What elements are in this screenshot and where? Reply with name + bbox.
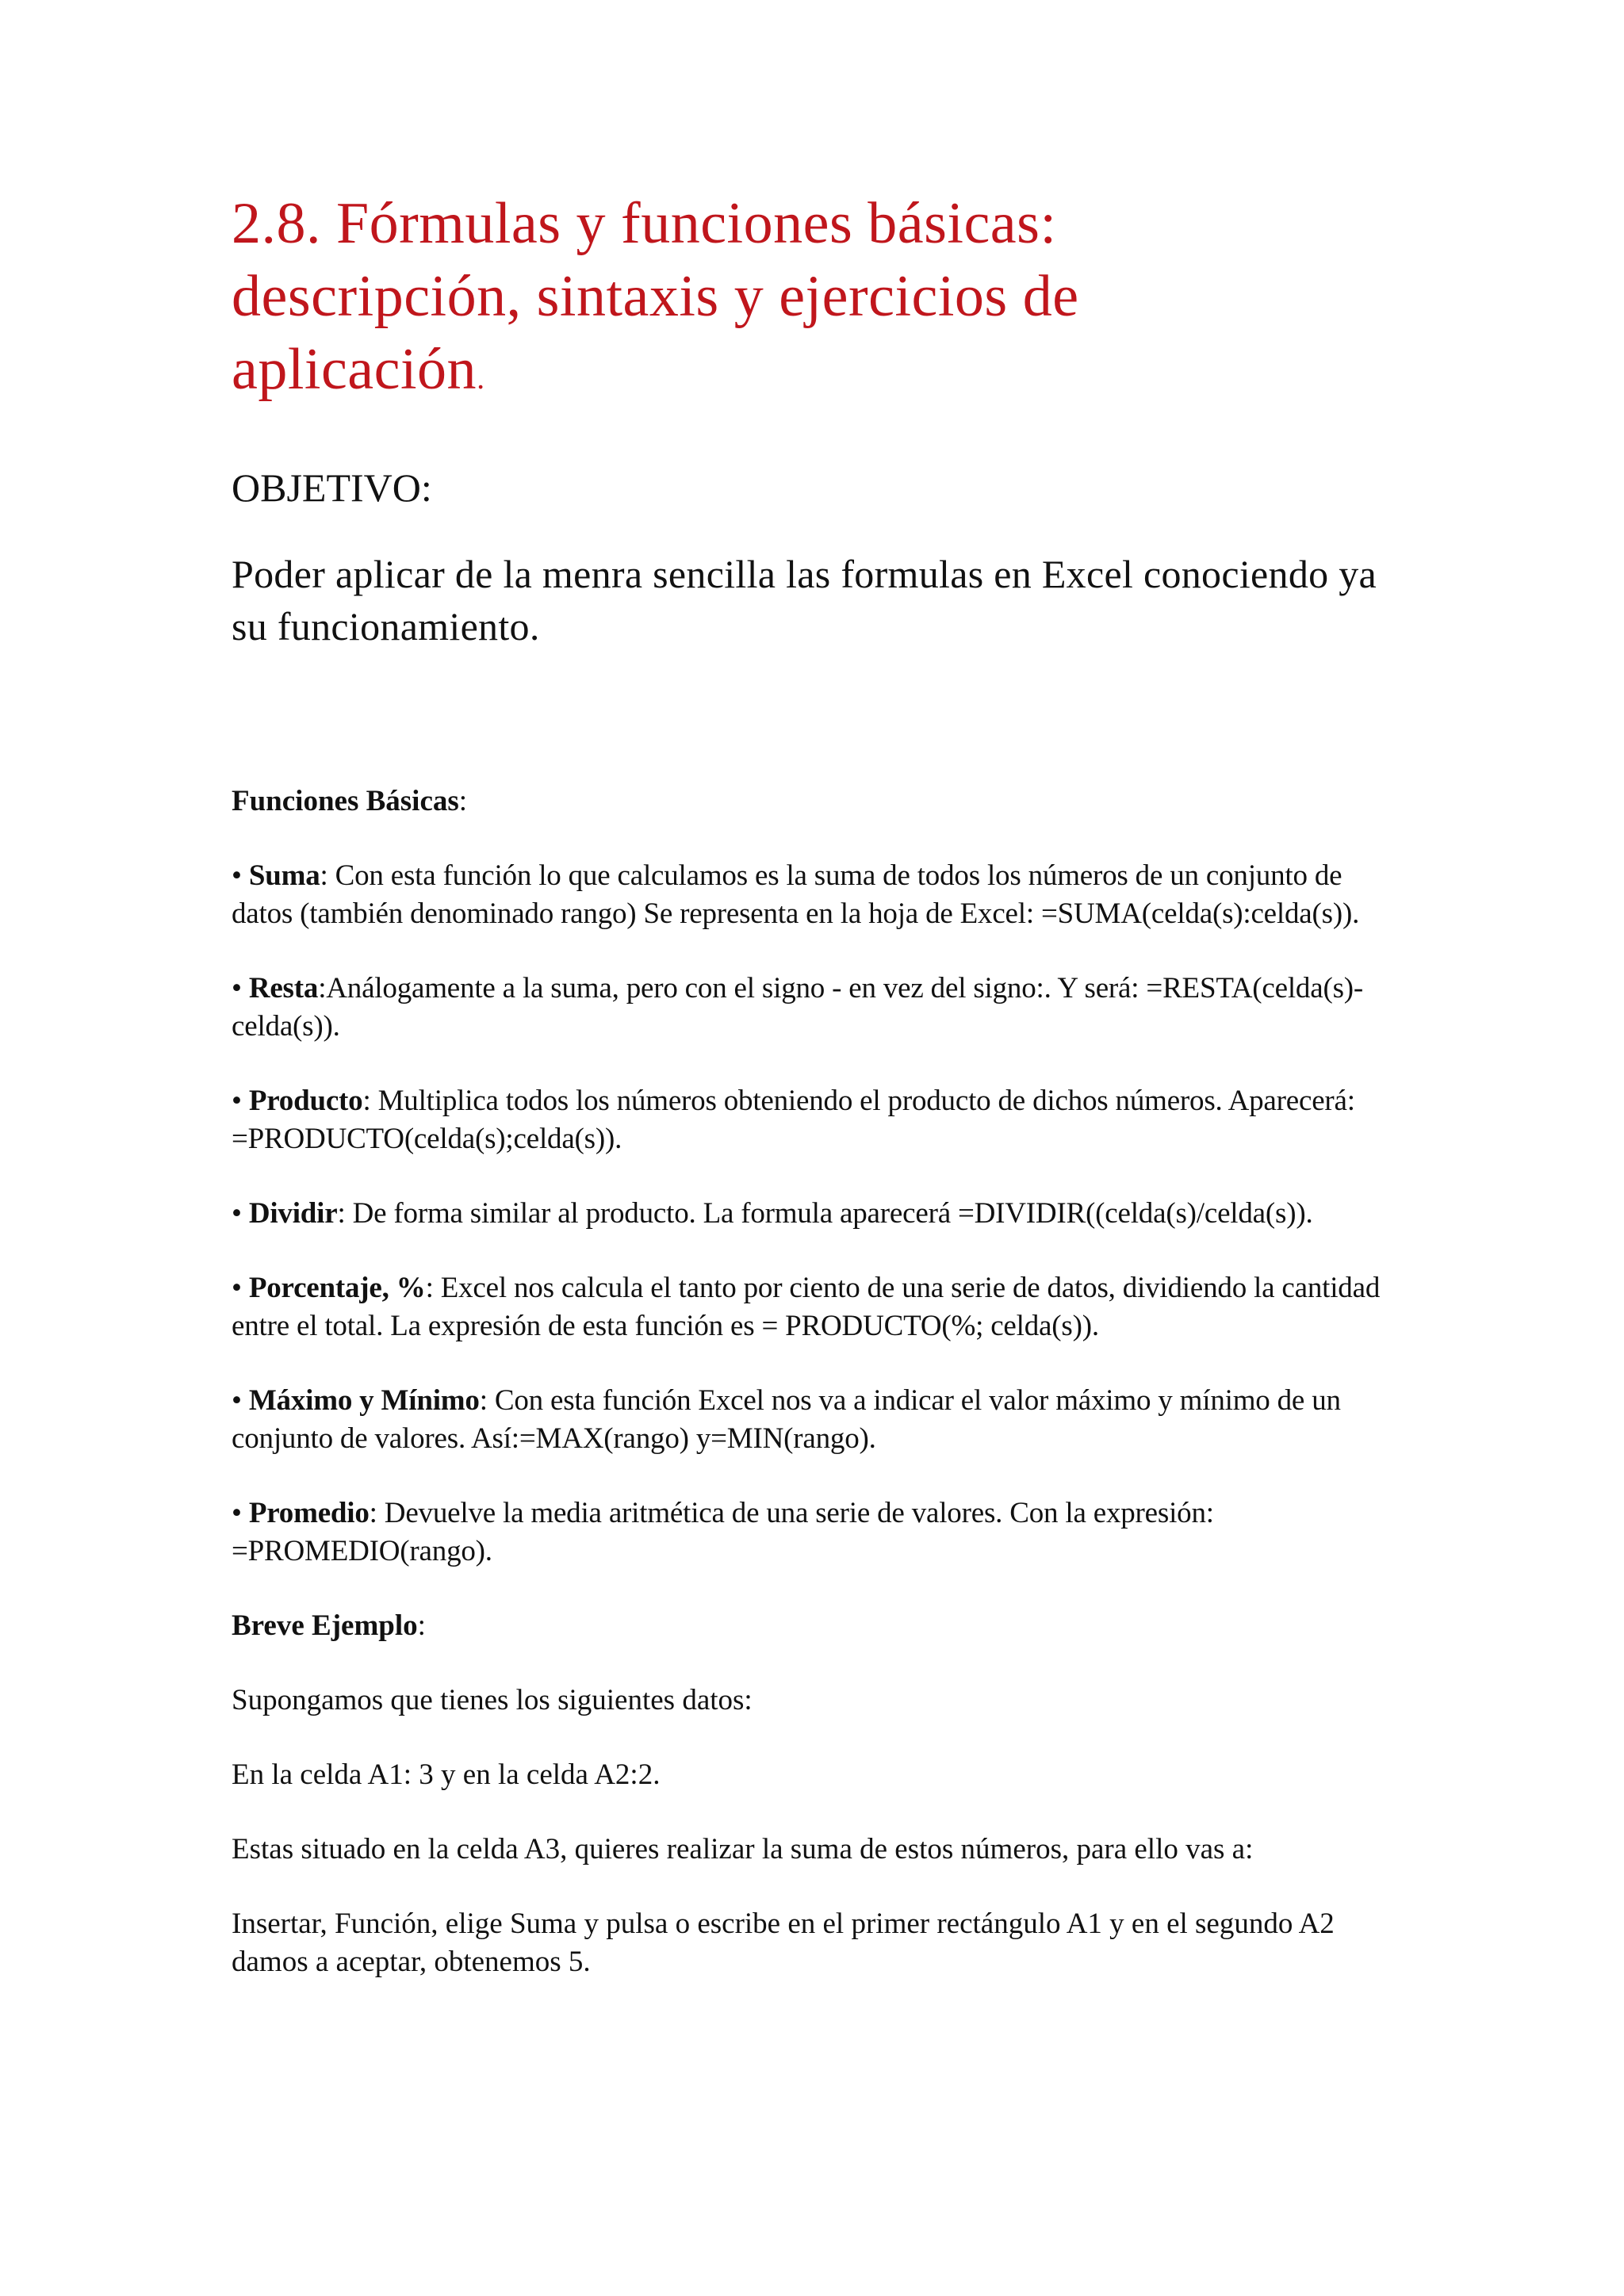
function-name: Máximo y Mínimo [248,1384,480,1417]
function-name: Resta [248,972,319,1004]
function-item-maximo-minimo [232,1382,1405,1458]
page-content [232,187,1405,1981]
function-name: Suma [248,859,320,892]
bullet: • [232,1197,249,1230]
functions-heading [232,783,1405,821]
function-item-porcentaje [232,1269,1405,1345]
title-trailing-dot: . [477,360,485,396]
function-name: Porcentaje, % [248,1272,426,1304]
bullet: • [232,972,249,1004]
function-description: : De forma similar al producto. La formula aparecerá =DIVIDIR((celda(s)/celda(s)). [337,1197,1313,1230]
example-heading-suffix: : [417,1609,426,1642]
function-description: : Devuelve la media aritmética de una serie de valores. Con la expresión: =PROMEDIO(rango). [232,1497,1214,1567]
function-description: : Con esta función Excel nos va a indicar el valor máximo y mínimo de un conjunto de valores. Así:=MAX(rango) y=MIN(rango). [232,1384,1341,1455]
example-paragraph: En la celda A1: 3 y en la celda A2:2. [232,1758,661,1791]
bullet: • [232,859,249,892]
example-paragraph: Insertar, Función, elige Suma y pulsa o escribe en el primer rectángulo A1 y en el segundo A2 damos a aceptar, obtenemos 5. [232,1908,1335,1978]
function-item-suma [232,857,1405,933]
example-heading-label: Breve Ejemplo [232,1609,418,1642]
function-name: Producto [248,1085,363,1117]
function-description: : Multiplica todos los números obteniendo el producto de dichos números. Aparecerá: =PRODUCTO(celda(s);celda(s)). [232,1085,1355,1155]
bullet: • [232,1497,249,1529]
title-line-1: 2.8. Fórmulas y funciones básicas: [232,191,1057,256]
objective-heading: OBJETIVO: [232,465,432,510]
function-item-promedio [232,1494,1405,1571]
bullet: • [232,1085,249,1117]
function-description: : Con esta función lo que calculamos es la suma de todos los números de un conjunto de datos (también denominado rango) Se representa en la hoja de Excel: =SUMA(celda(s):celda(s)). [232,859,1360,930]
title-line-2: descripción, sintaxis y ejercicios de [232,264,1079,329]
example-paragraph: Estas situado en la celda A3, quieres realizar la suma de estos números, para ello vas a: [232,1833,1254,1866]
function-item-dividir [232,1195,1405,1233]
function-name: Promedio [248,1497,370,1529]
function-description: : Excel nos calcula el tanto por ciento de una serie de datos, dividiendo la cantidad entre el total. La expresión de esta función es = PRODUCTO(%; celda(s)). [232,1272,1381,1342]
function-item-resta [232,970,1405,1046]
bullet: • [232,1272,249,1304]
function-name: Dividir [248,1197,338,1230]
functions-heading-label: Funciones Básicas [232,785,459,817]
function-item-producto [232,1082,1405,1158]
document-title [232,187,1405,415]
title-line-3: aplicación [232,337,477,402]
functions-heading-suffix: : [458,785,468,817]
example-paragraph: Supongamos que tienes los siguientes datos: [232,1684,753,1716]
bullet: • [232,1384,249,1417]
objective-text: Poder aplicar de la menra sencilla las formulas en Excel conociendo ya su funcionamiento. [232,552,1377,649]
function-description: :Análogamente a la suma, pero con el signo - en vez del signo:. Y será: =RESTA(celda(s)-celda(s)). [232,972,1364,1043]
example-heading [232,1607,1405,1645]
